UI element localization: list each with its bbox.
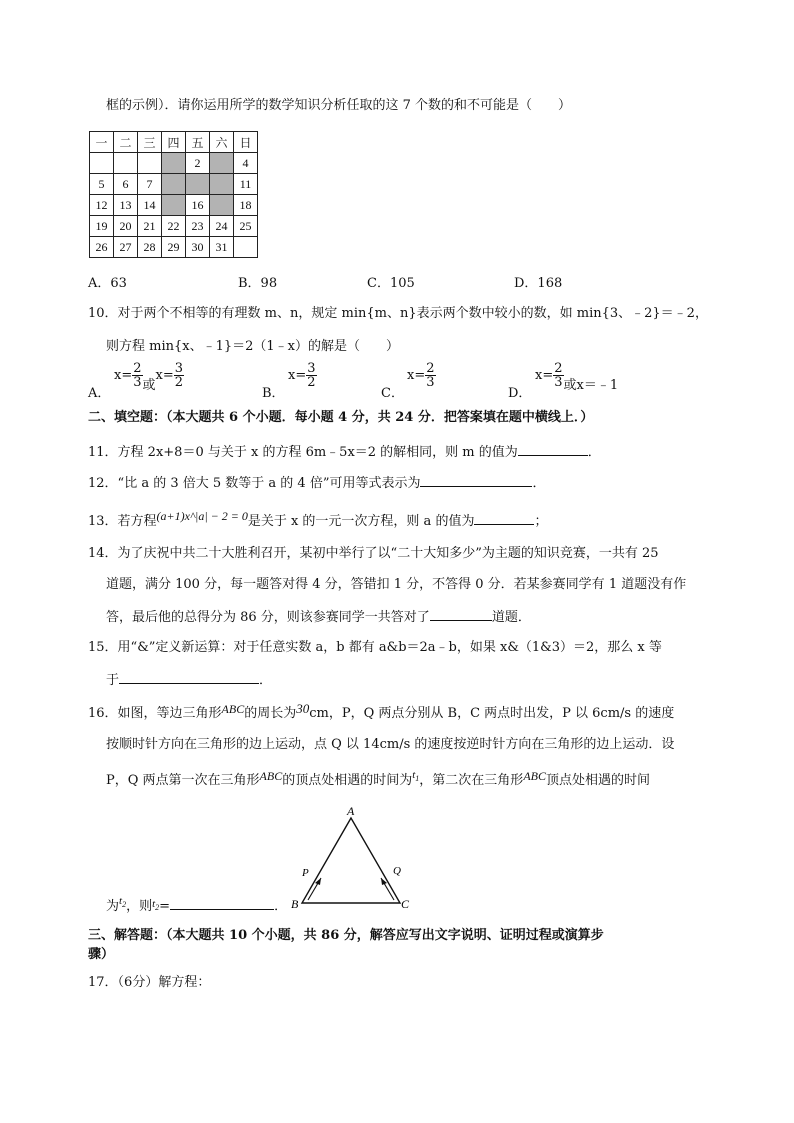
q16-line1: 16．如图，等边三角形ABC的周长为30cm，P，Q 两点分别从 B，C 两点时出发，P 以 6cm/s 的速度 [88, 701, 675, 721]
calendar-row [90, 195, 258, 216]
calendar-header-row [90, 132, 258, 153]
calendar-row [90, 153, 258, 174]
calendar-cell [234, 237, 258, 258]
calendar-row [90, 237, 258, 258]
q9-option-a: A．63 [88, 276, 127, 291]
x-equals: x= [114, 368, 133, 383]
q10-line1: 10．对于两个不相等的有理数 m、n，规定 min{m、n}表示两个数中较小的数，如 min{3、﹣2}＝﹣2， [88, 306, 708, 321]
calendar-cell-shaded [210, 153, 234, 174]
q10-option-c: x= $\frac{2}{3}$ [407, 361, 435, 390]
calendar-cell: 24 [210, 216, 234, 237]
calendar-cell: 25 [234, 216, 258, 237]
q17: 17．（6分）解方程： [88, 975, 211, 990]
q9-intro: 框的示例）．请你运用所学的数学知识分析任取的这 7 个数的和不可能是（ ） [106, 98, 572, 113]
calendar-row [90, 216, 258, 237]
calendar-header: 五 [186, 132, 210, 153]
calendar-cell: 16 [186, 195, 210, 216]
calendar-cell: 5 [90, 174, 114, 195]
q10-option-c-label: C． [381, 386, 404, 401]
q9-option-c: C．105 [367, 276, 415, 291]
vertex-c-label: C [401, 897, 410, 911]
calendar-header: 一 [90, 132, 114, 153]
calendar-cell-shaded [186, 174, 210, 195]
q10-option-a: x= $\frac{2}{3}$ 或x= $\frac{3}{2}$ [114, 361, 184, 393]
fraction-three-halves: $\frac{3}{2}$ [307, 361, 316, 390]
calendar-cell: 26 [90, 237, 114, 258]
q10-option-d-label: D． [508, 386, 532, 401]
calendar-cell-shaded [162, 153, 186, 174]
calendar-header: 日 [234, 132, 258, 153]
point-q-label: Q [393, 865, 401, 877]
calendar-cell-shaded [162, 174, 186, 195]
section-3-heading-cont: 骤） [88, 947, 115, 962]
q16-line2: 按顺时针方向在三角形的边上运动，点 Q 以 14cm/s 的速度按逆时针方向在三角形的边上运动．设 [106, 737, 675, 752]
answer-blank[interactable] [170, 897, 274, 910]
calendar-header: 六 [210, 132, 234, 153]
calendar-cell: 14 [138, 195, 162, 216]
q16-line4: 为$^{t2}$，则$^t$2= ． [106, 895, 288, 914]
triangle-figure [288, 800, 418, 915]
calendar-cell: 11 [234, 174, 258, 195]
fraction-two-thirds: $\frac{2}{3}$ [554, 361, 563, 390]
calendar-cell: 20 [114, 216, 138, 237]
point-p-label: P [302, 867, 309, 879]
calendar-cell: 12 [90, 195, 114, 216]
fraction-two-thirds: $\frac{2}{3}$ [426, 361, 435, 390]
q15-line1: 15．用“&”定义新运算：对于任意实数 a，b 都有 a&b＝2a﹣b，如果 x&（1&3）＝2，那么 x 等 [88, 640, 662, 655]
calendar-table [89, 131, 258, 258]
calendar-cell: 23 [186, 216, 210, 237]
calendar-header: 二 [114, 132, 138, 153]
q16-line3: P，Q 两点第一次在三角形ABC的顶点处相遇的时间为$^{t1}$，第二次在三角形ABC顶点处相遇的时间 [106, 769, 650, 788]
calendar-cell-shaded [162, 195, 186, 216]
q13-formula: (a+1)x^|a| − 2 = 0 [156, 509, 248, 523]
q10-line2: 则方程 min{x、﹣1}＝2（1﹣x）的解是（ ） [106, 339, 400, 354]
calendar-cell [90, 153, 114, 174]
section-3-heading: 三、解答题：（本大题共 10 个小题，共 86 分，解答应写出文字说明、证明过程或演算步 [88, 928, 604, 943]
calendar-cell: 21 [138, 216, 162, 237]
answer-blank[interactable] [474, 512, 534, 525]
q11: 11．方程 2x+8＝0 与关于 x 的方程 6m﹣5x＝2 的解相同，则 m 的值为 ． [88, 445, 601, 460]
q14-line1: 14．为了庆祝中共二十大胜利召开，某初中举行了以“二十大知多少”为主题的知识竞赛，一共有 25 [88, 546, 659, 561]
calendar-cell: 18 [234, 195, 258, 216]
calendar-cell: 7 [138, 174, 162, 195]
calendar-cell-shaded [210, 174, 234, 195]
q10-option-b-label: B． [262, 386, 285, 401]
calendar-cell [114, 153, 138, 174]
q10-option-d: x= $\frac{2}{3}$ 或x＝﹣1 [535, 361, 619, 393]
q9-option-b: B．98 [238, 276, 278, 291]
calendar-cell [138, 153, 162, 174]
calendar-cell: 29 [162, 237, 186, 258]
calendar-cell: 27 [114, 237, 138, 258]
calendar-row [90, 174, 258, 195]
calendar-cell: 4 [234, 153, 258, 174]
calendar-cell: 31 [210, 237, 234, 258]
q10-option-b: x= $\frac{3}{2}$ [288, 361, 316, 390]
equilateral-triangle [302, 818, 400, 903]
calendar-cell-shaded [210, 195, 234, 216]
calendar-cell: 2 [186, 153, 210, 174]
calendar-cell: 6 [114, 174, 138, 195]
q14-line2: 道题，满分 100 分，每一题答对得 4 分，答错扣 1 分，不答得 0 分．若某参赛同学有 1 道题没有作 [106, 577, 687, 592]
q13: 13．若方程(a+1)x^|a| − 2 = 0是关于 x 的一元一次方程，则 a 的值为 ； [88, 509, 548, 529]
answer-blank[interactable] [119, 671, 259, 684]
fraction-three-halves: $\frac{3}{2}$ [174, 361, 184, 390]
calendar-header: 四 [162, 132, 186, 153]
section-2-heading: 二、填空题：（本大题共 6 个小题．每小题 4 分，共 24 分．把答案填在题中横线上．） [88, 410, 594, 425]
answer-blank[interactable] [420, 474, 532, 487]
answer-blank[interactable] [518, 443, 588, 456]
q14-line3: 答，最后他的总得分为 86 分，则该参赛同学一共答对了 道题． [106, 610, 531, 625]
calendar-cell: 22 [162, 216, 186, 237]
calendar-cell: 13 [114, 195, 138, 216]
q9-option-d: D．168 [514, 276, 563, 291]
calendar-cell: 30 [186, 237, 210, 258]
vertex-b-label: B [291, 897, 299, 911]
vertex-a-label: A [347, 804, 355, 818]
calendar-cell: 28 [138, 237, 162, 258]
calendar-cell: 19 [90, 216, 114, 237]
calendar-header: 三 [138, 132, 162, 153]
q15-line2: 于 ． [106, 673, 273, 688]
q12: 12．“比 a 的 3 倍大 5 数等于 a 的 4 倍”可用等式表示为 ． [88, 476, 546, 491]
q10-option-a-label: A． [88, 386, 111, 401]
fraction-two-thirds: $\frac{2}{3}$ [133, 361, 142, 390]
answer-blank[interactable] [430, 608, 492, 621]
